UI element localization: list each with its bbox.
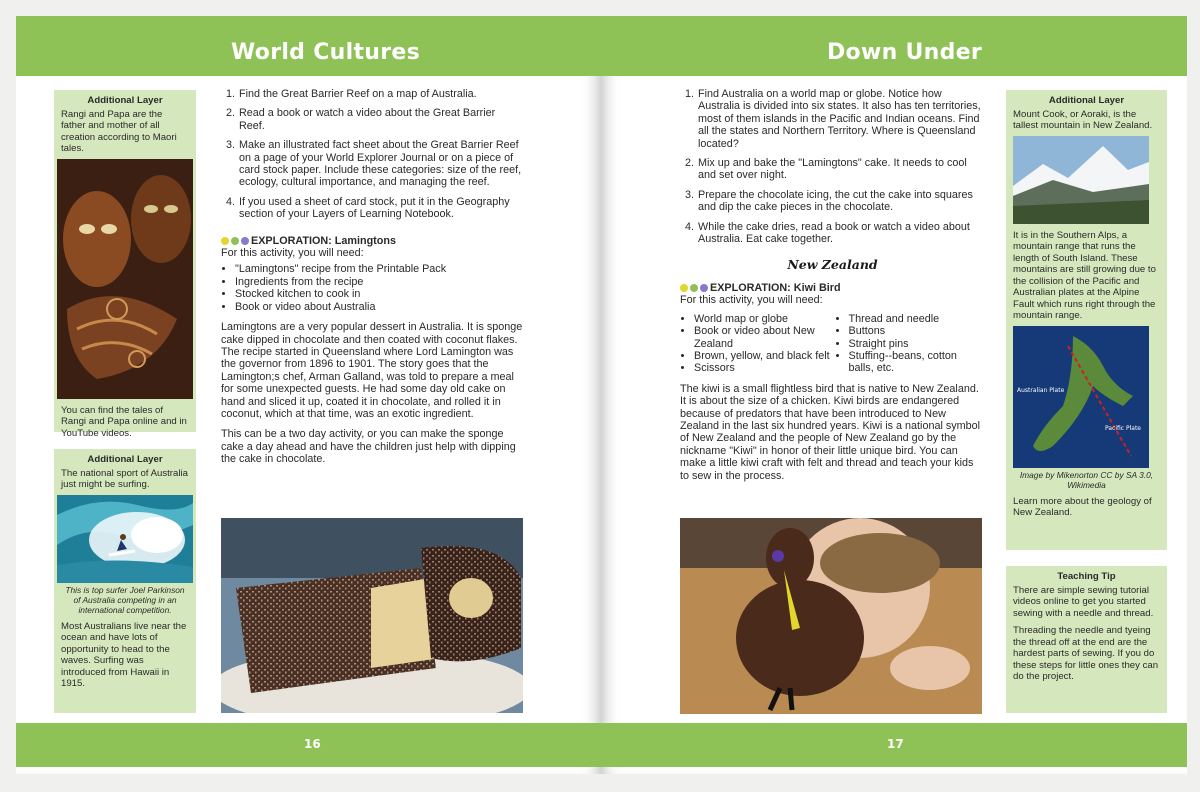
sidebar-footer: Most Australians live near the ocean and have lots of opportunity to head to the waves. Surfing was introduced from Hawaii in 1915. xyxy=(61,620,187,689)
surfer-image xyxy=(57,495,193,583)
page-number: 17 xyxy=(887,737,904,751)
sidebar-heading: Additional Layer xyxy=(1048,95,1125,106)
new-zealand-map-image xyxy=(1013,326,1149,468)
map-caption: Image by Mikenorton CC by SA 3.0, Wikimedia xyxy=(1019,469,1154,490)
list-item: • Book or video about Australia xyxy=(235,301,523,313)
sidebar-heading: Additional Layer xyxy=(87,95,163,106)
list-item: • Straight pins xyxy=(849,338,986,350)
purple-dot-icon xyxy=(700,284,708,292)
green-dot-icon xyxy=(690,284,698,292)
sidebar-text-2: It is in the Southern Alps, a mountain range that runs the length of South Island. These mountains are still growing due to the collision of the Pacific and Australian plates at the Alpine Fault which runs right through the mountain range. xyxy=(1013,229,1156,321)
sidebar-text-2: Threading the needle and tyeing the thread off at the end are the hardest parts of sewing. If you do these steps for little ones they can do the project. xyxy=(1013,625,1159,682)
mount-cook-image xyxy=(1013,136,1149,224)
right-page-footer xyxy=(601,723,1187,767)
sidebar-footer: You can find the tales of Rangi and Papa online and in YouTube videos. xyxy=(61,404,187,439)
right-main-column xyxy=(680,88,985,490)
kiwi-paragraph: The kiwi is a small flightless bird that is native to New Zealand. It is about the size of a chicken. Kiwi birds are endangered because of predators that have been introduced to New Zealand in the last six hundred years. Kiwi is a national symbol of New Zealand and the people of New Zealand go by the nickname "Kiwi" in honor of their little unique bird. You can make a little kiwi craft with felt and thread and teach your kids to sew in the process. xyxy=(680,382,981,482)
map-label: Pacific Plate xyxy=(1105,424,1141,432)
green-dot-icon xyxy=(231,237,239,245)
sidebar-text: Rangi and Papa are the father and mother of all creation according to Maori tales. xyxy=(61,108,177,154)
yellow-dot-icon xyxy=(680,284,688,292)
materials-columns xyxy=(680,313,985,383)
list-item: • Stuffing--beans, cotton balls, etc. xyxy=(849,350,986,375)
exploration-intro: For this activity, you will need: xyxy=(221,247,364,260)
surfer-caption: This is top surfer Joel Parkinson of Australia competing in an international competition. xyxy=(65,584,185,615)
right-page-header xyxy=(601,16,1187,76)
right-page xyxy=(601,16,1187,774)
left-page-header xyxy=(16,16,601,76)
reef-steps-list xyxy=(221,88,523,221)
materials-list-2 xyxy=(835,313,986,375)
list-item: • Thread and needle xyxy=(849,313,986,325)
map-label: Australian Plate xyxy=(1017,386,1065,394)
materials-list xyxy=(221,263,523,313)
sidebar-text: Mount Cook, or Aoraki, is the tallest mountain in New Zealand. xyxy=(1013,108,1153,131)
exploration-heading xyxy=(680,282,985,294)
list-item: • Book or video about New Zealand xyxy=(694,325,831,350)
right-page-title: Down Under xyxy=(827,40,983,65)
exploration-title: EXPLORATION: Lamingtons xyxy=(251,234,396,247)
page-number: 16 xyxy=(304,737,321,751)
exploration-intro: For this activity, you will need: xyxy=(680,294,823,307)
sidebar-text: There are simple sewing tutorial videos online to get you started sewing with a needle and thread. xyxy=(1013,584,1154,619)
list-item: • Ingredients from the recipe xyxy=(235,276,523,288)
sidebar-maori xyxy=(54,90,196,439)
sidebar-heading: Teaching Tip xyxy=(1057,571,1116,582)
list-item: • "Lamingtons" recipe from the Printable Pack xyxy=(235,263,523,275)
activity-paragraph: This can be a two day activity, or you can make the sponge cake a day ahead and have the children just help with dipping the cake in chocolate. xyxy=(221,428,516,466)
purple-dot-icon xyxy=(241,237,249,245)
new-zealand-subheading: New Zealand xyxy=(787,257,878,273)
sidebar-surfing xyxy=(54,449,196,713)
yellow-dot-icon xyxy=(221,237,229,245)
list-item: 3. Make an illustrated fact sheet about the Great Barrier Reef on a page of your World Explorer Journal or on a piece of card stock paper. Include these categories: size of the reef, ecology, cultural importance, and managing the reef. xyxy=(238,139,523,189)
exploration-title: EXPLORATION: Kiwi Bird xyxy=(710,281,841,294)
sidebar-text: The national sport of Australia just might be surfing. xyxy=(61,467,188,490)
left-page-title: World Cultures xyxy=(231,40,420,65)
list-item: 2. Read a book or watch a video about the Great Barrier Reef. xyxy=(238,107,523,132)
lamingtons-paragraph: Lamingtons are a very popular dessert in Australia. It is sponge cake dipped in chocolate and then coated with coconut flakes. The recipe started in Queensland where Lord Lamington was the governor from 1896 to 1901. The story goes that the Lamington;s chef, Arman Galland, was told to prepare a meal for some unexpected guests. He had some day old cake on hand and sliced it up, coated it in chocolate, and rolled it in coconut, which at that time, was an exotic ingredient. xyxy=(221,321,523,420)
list-item: 3. Prepare the chocolate icing, the cut the cake into squares and dip the cake pieces in the chocolate. xyxy=(697,189,985,214)
list-item: • World map or globe xyxy=(694,313,831,325)
list-item: 1. Find Australia on a world map or globe. Notice how Australia is divided into six states. It also has ten territories, most of them islands in the Pacific and Indian oceans. Find all the states and Northern Territory. Where is Queensland located? xyxy=(697,88,985,150)
list-item: 1. Find the Great Barrier Reef on a map of Australia. xyxy=(238,88,523,100)
list-item: 4. While the cake dries, read a book or watch a video about Australia. Eat cake together. xyxy=(697,221,985,246)
steps-list xyxy=(680,88,985,245)
sidebar-heading: Additional Layer xyxy=(87,454,163,465)
list-item: • Buttons xyxy=(849,325,986,337)
left-page-footer xyxy=(16,723,601,767)
list-item: 2. Mix up and bake the "Lamingtons" cake. It needs to cool and set over night. xyxy=(697,157,985,182)
list-item: • Stocked kitchen to cook in xyxy=(235,288,523,300)
list-item: • Brown, yellow, and black felt xyxy=(694,350,831,362)
list-item: • Scissors xyxy=(694,362,831,374)
lamington-cake-image xyxy=(221,518,523,713)
list-item: 4. If you used a sheet of card stock, put it in the Geography section of your Layers of Learning Notebook. xyxy=(238,196,523,221)
left-main-column xyxy=(221,88,523,474)
exploration-heading xyxy=(221,235,523,247)
sidebar-teaching-tip xyxy=(1006,566,1167,713)
sidebar-footer: Learn more about the geology of New Zealand. xyxy=(1013,495,1152,518)
left-page xyxy=(16,16,601,774)
maori-carving-image xyxy=(57,159,193,399)
sidebar-mountain xyxy=(1006,90,1167,550)
materials-list-1 xyxy=(680,313,831,375)
kiwi-craft-image xyxy=(680,518,982,714)
